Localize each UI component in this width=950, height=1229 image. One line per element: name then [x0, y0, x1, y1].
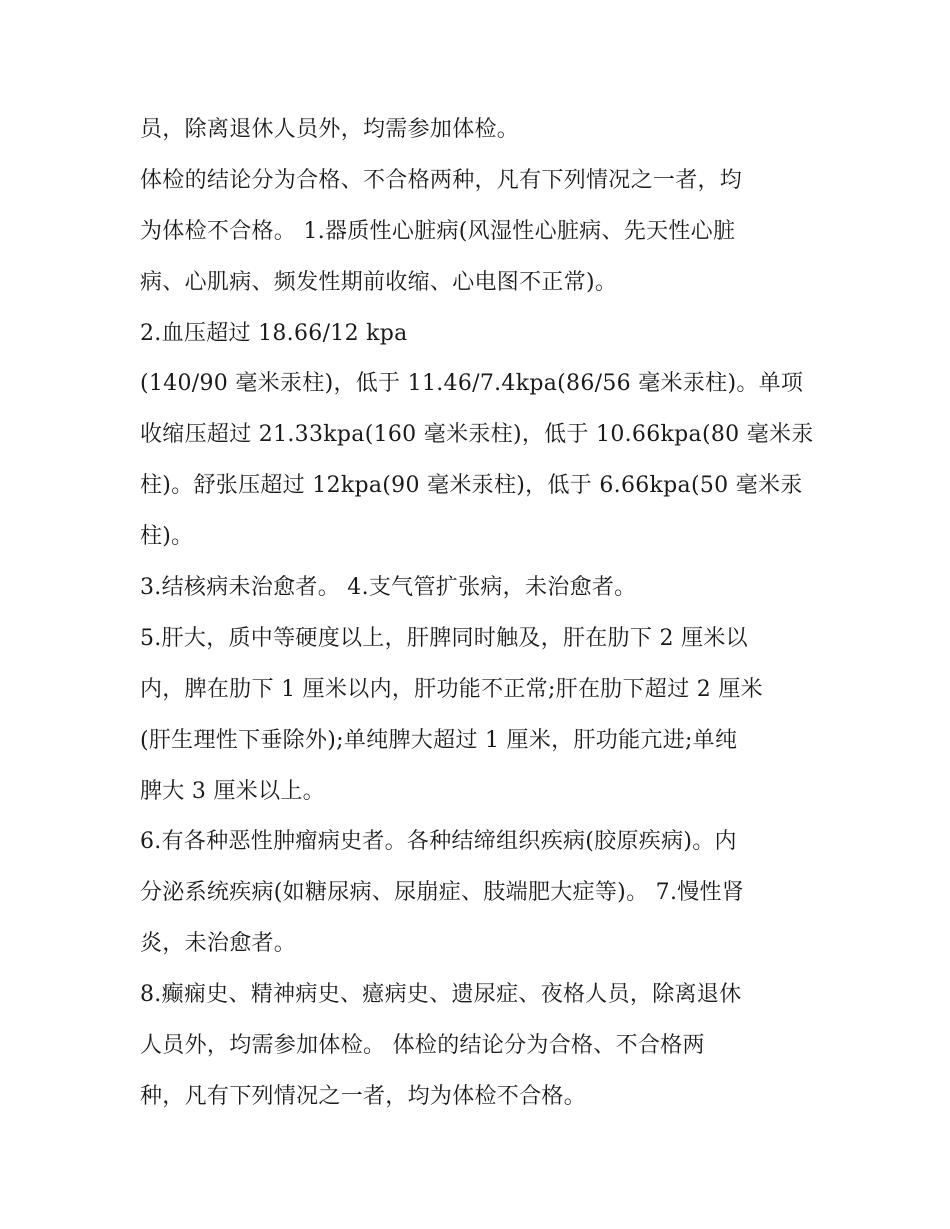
text-line: 为体检不合格。 1.器质性心脏病(风湿性心脏病、先天性心脏 — [140, 218, 736, 244]
text-line: 柱)。舒张压超过 12kpa(90 毫米汞柱)，低于 6.66kpa(50 毫米汞 — [140, 473, 803, 499]
text-line: 脾大 3 厘米以上。 — [140, 778, 325, 804]
text-line: 人员外，均需参加体检。 体检的结论分为合格、不合格两 — [140, 1033, 705, 1059]
text-line: 2.血压超过 18.66/12 kpa — [140, 320, 408, 346]
text-line: 收缩压超过 21.33kpa(160 毫米汞柱)，低于 10.66kpa(80 毫米汞 — [140, 422, 814, 448]
text-line: 种，凡有下列情况之一者，均为体检不合格。 — [140, 1083, 587, 1109]
text-line: 8.癫痫史、精神病史、癔病史、遗尿症、夜格人员，除离退休 — [140, 982, 742, 1008]
text-line: (肝生理性下垂除外);单纯脾大超过 1 厘米，肝功能亢进;单纯 — [140, 727, 738, 753]
document-body — [140, 105, 820, 1123]
text-line: 5.肝大，质中等硬度以上，肝脾同时触及，肝在肋下 2 厘米以 — [140, 625, 748, 651]
text-line: 病、心肌病、频发性期前收缩、心电图不正常)。 — [140, 269, 618, 295]
text-line: 3.结核病未治愈者。 4.支气管扩张病，未治愈者。 — [140, 575, 637, 601]
text-line: 内，脾在肋下 1 厘米以内，肝功能不正常;肝在肋下超过 2 厘米 — [140, 676, 763, 702]
text-line: 分泌系统疾病(如糖尿病、尿崩症、肢端肥大症等)。 7.慢性肾 — [140, 880, 745, 906]
text-line: 体检的结论分为合格、不合格两种，凡有下列情况之一者，均 — [140, 167, 743, 193]
text-line: 6.有各种恶性肿瘤病史者。各种结缔组织疾病(胶原疾病)。内 — [140, 829, 737, 855]
text-line: (140/90 毫米汞柱)，低于 11.46/7.4kpa(86/56 毫米汞柱)。单项 — [140, 371, 804, 397]
text-line: 员，除离退休人员外，均需参加体检。 — [140, 117, 520, 142]
text-line: 炎，未治愈者。 — [140, 931, 297, 957]
text-line: 柱)。 — [140, 524, 194, 550]
